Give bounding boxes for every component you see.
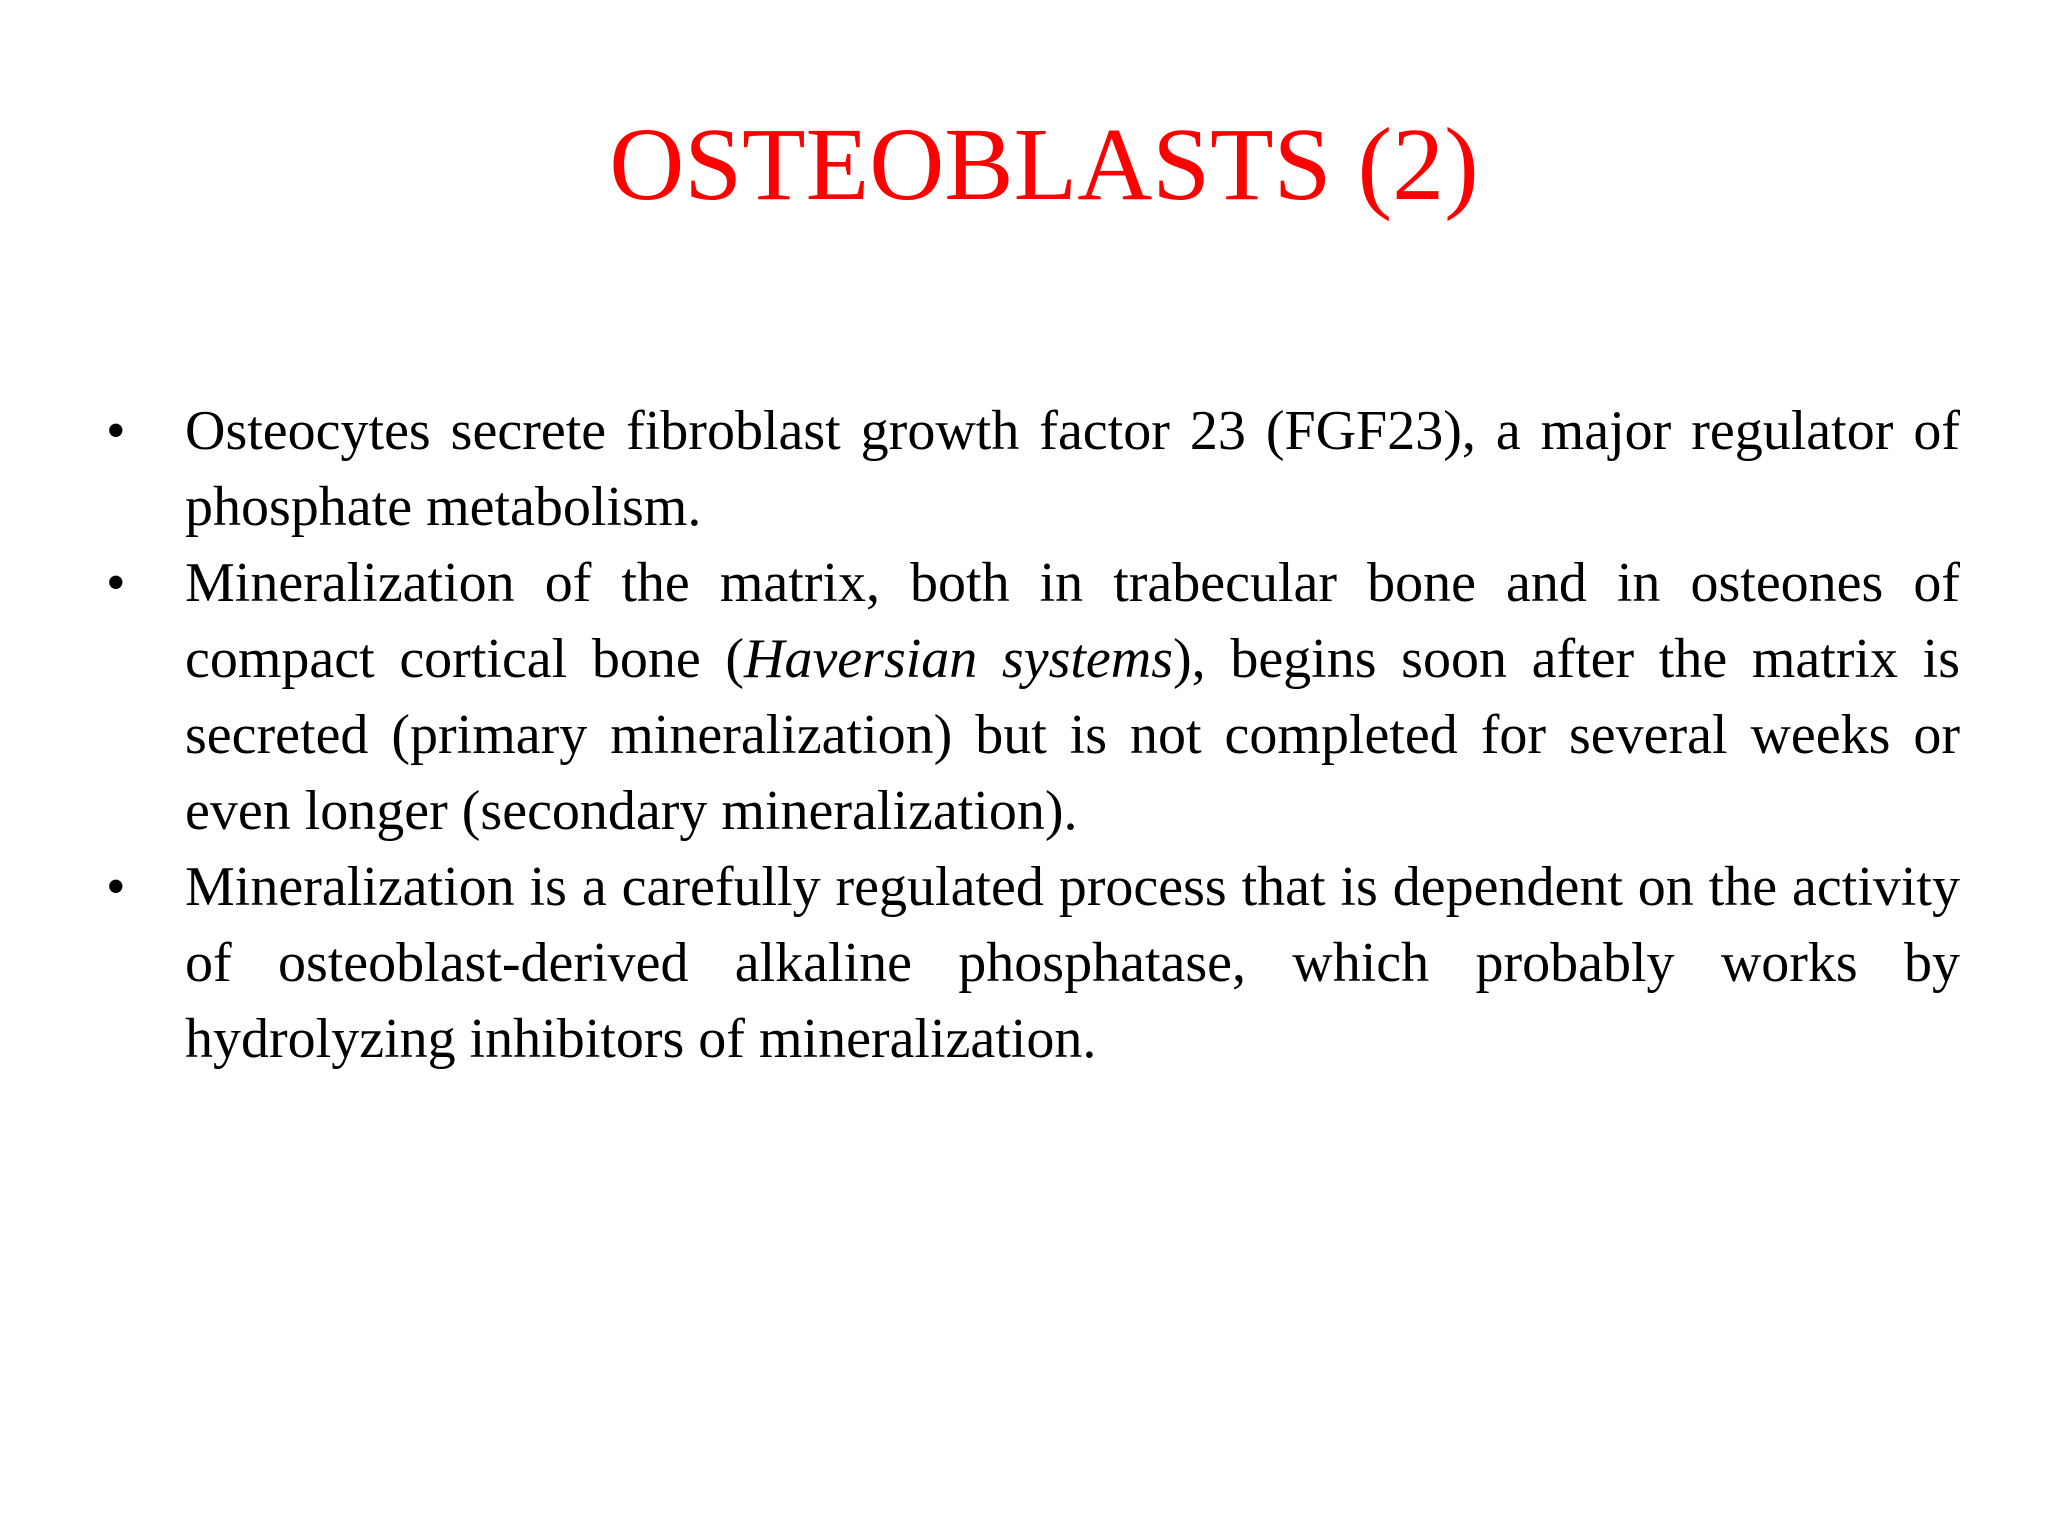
- bullet-dot-icon: •: [106, 856, 126, 918]
- bullet-text-before: Mineralization of the matrix, both in trabecular bone and in osteones of compact cortical bone (: [185, 552, 1960, 690]
- bullet-item-mineralization-process: [100, 849, 1960, 1077]
- bullet-item-mineralization-matrix: [100, 545, 1960, 849]
- bullet-text: Osteocytes secrete fibroblast growth factor 23 (FGF23), a major regulator of phosphate metabolism.: [185, 400, 1960, 538]
- bullet-dot-icon: •: [106, 552, 126, 614]
- bullet-text-italic: Haversian systems: [744, 628, 1174, 690]
- bullet-text-after: ), begins soon after the matrix is secreted (primary mineralization) but is not completed for several weeks or even longer (secondary mineralization).: [185, 628, 1961, 842]
- slide-title: OSTEOBLASTS (2): [609, 107, 1479, 222]
- bullet-item-fgf23: [100, 393, 1960, 545]
- bullet-list: [100, 393, 1960, 1077]
- bullet-text: Mineralization is a carefully regulated process that is dependent on the activity of osteoblast-derived alkaline phosphatase, which probably works by hydrolyzing inhibitors of mineralization.: [185, 856, 1960, 1070]
- bullet-dot-icon: •: [106, 400, 126, 462]
